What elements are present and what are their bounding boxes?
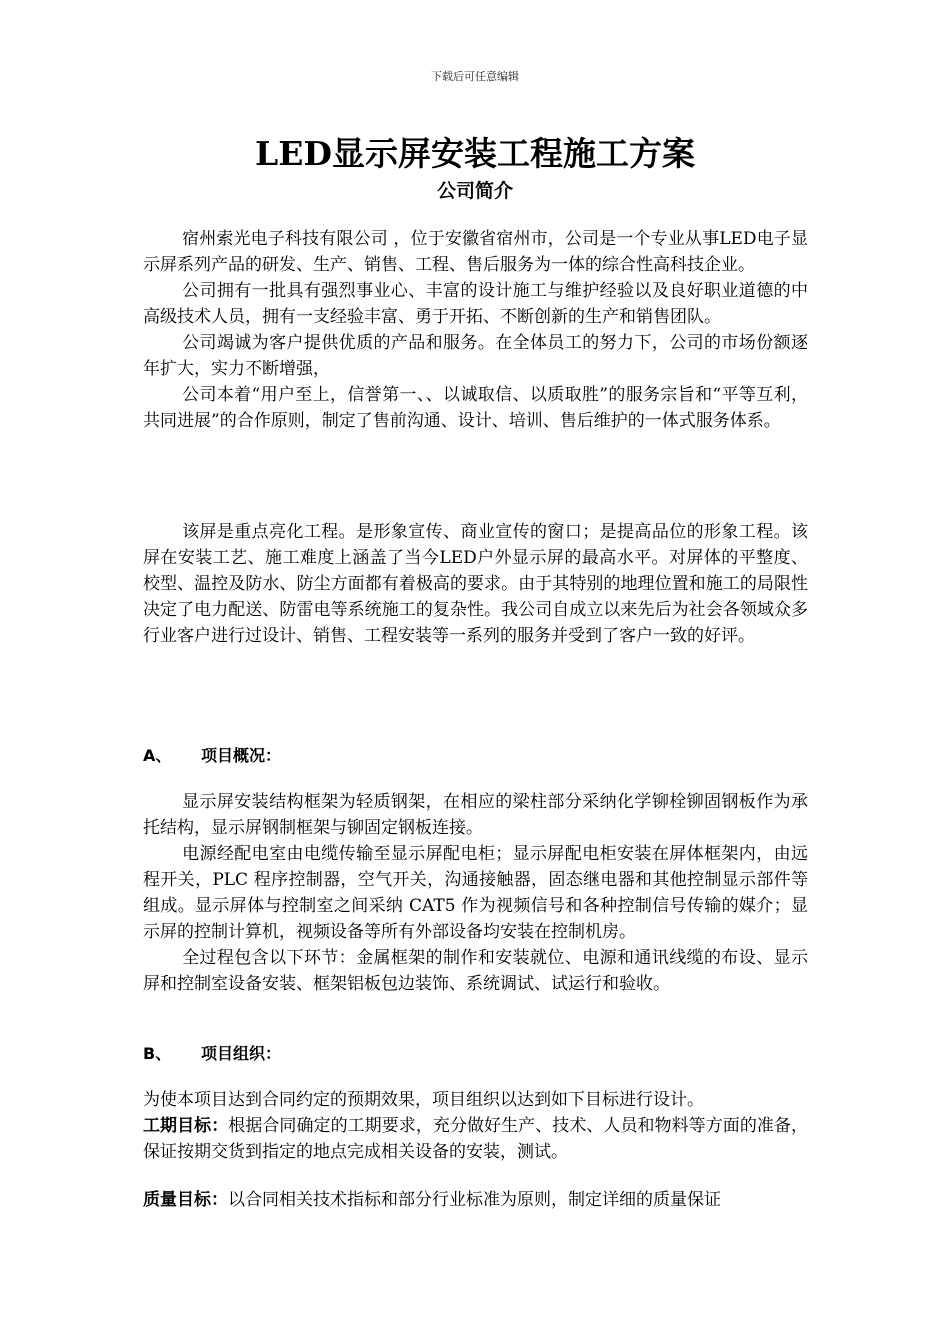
quality-goal-paragraph bbox=[143, 1187, 808, 1213]
section-a-title: 项目概况： bbox=[201, 746, 282, 765]
document-title: LED显示屏安装工程施工方案 bbox=[255, 134, 695, 173]
quality-goal-block bbox=[143, 1187, 808, 1213]
section-a-body bbox=[143, 789, 808, 997]
section-a-number: A、 bbox=[143, 746, 172, 765]
company-intro-block bbox=[143, 226, 808, 434]
section-b-number: B、 bbox=[143, 1044, 172, 1063]
section-b-heading bbox=[143, 1041, 281, 1064]
section-a-paragraph: 电源经配电室由电缆传输至显示屏配电柜；显示屏配电柜安装在屏体框架内，由远程开关，PLC 程序控制器，空气开关，沟通接触器，固态继电器和其他控制显示部件等组成。显示屏体与控制室之间采纳 CAT5 作为视频信号和各种控制信号传输的媒介；显示屏的控制计算机，视频设备等所有外部设备均安装在控制机房。 bbox=[143, 844, 808, 942]
section-b-body bbox=[143, 1087, 808, 1165]
header-note: 下载后可任意编辑 bbox=[431, 70, 519, 83]
project-intro-block bbox=[143, 519, 808, 649]
section-b-title: 项目组织： bbox=[201, 1044, 282, 1063]
section-title-company-profile: 公司简介 bbox=[436, 180, 513, 202]
project-intro-paragraph: 该屏是重点亮化工程。是形象宣传、商业宣传的窗口；是提高品位的形象工程。该屏在安装工艺、施工难度上涵盖了当今LED户外显示屏的最高水平。对屏体的平整度、校型、温控及防水、防尘方面都有着极高的要求。由于其特别的地理位置和施工的局限性决定了电力配送、防雷电等系统施工的复杂性。我公司自成立以来先后为社会各领域众多行业客户进行过设计、销售、工程安装等一系列的服务并受到了客户一致的好评。 bbox=[143, 522, 808, 646]
section-b-intro: 为使本项目达到合同约定的预期效果，项目组织以达到如下目标进行设计。 bbox=[143, 1090, 704, 1110]
quality-goal-label: 质量目标： bbox=[143, 1190, 228, 1210]
intro-paragraph: 宿州索光电子科技有限公司 ，位于安徽省宿州市，公司是一个专业从事LED电子显示屏系列产品的研发、生产、销售、工程、售后服务为一体的综合性高科技企业。 bbox=[143, 229, 808, 275]
quality-goal-text: 以合同相关技术指标和部分行业标准为原则，制定详细的质量保证 bbox=[228, 1190, 721, 1210]
intro-paragraph: 公司本着“用户至上，信誉第一、、以诚取信、以质取胜”的服务宗旨和“平等互利，共同进展”的合作原则，制定了售前沟通、设计、培训、售后维护的一体式服务体系。 bbox=[143, 385, 808, 431]
intro-paragraph: 公司竭诚为客户提供优质的产品和服务。在全体员工的努力下，公司的市场份额逐年扩大，实力不断增强， bbox=[143, 333, 808, 379]
schedule-goal-text: 根据合同确定的工期要求，充分做好生产、技术、人员和物料等方面的准备，保证按期交货到指定的地点完成相关设备的安装，测试。 bbox=[143, 1116, 809, 1162]
section-a-paragraph: 全过程包含以下环节：金属框架的制作和安装就位、电源和通讯线缆的布设、显示屏和控制室设备安装、框架铝板包边装饰、系统调试、试运行和验收。 bbox=[143, 948, 808, 994]
section-a-heading bbox=[143, 743, 281, 766]
intro-paragraph: 公司拥有一批具有强烈事业心、丰富的设计施工与维护经验以及良好职业道德的中高级技术人员，拥有一支经验丰富、勇于开拓、不断创新的生产和销售团队。 bbox=[143, 281, 808, 327]
section-a-paragraph: 显示屏安装结构框架为轻质钢架，在相应的梁柱部分采纳化学铆栓铆固钢板作为承托结构，显示屏钢制框架与铆固定钢板连接。 bbox=[143, 792, 808, 838]
schedule-goal-label: 工期目标： bbox=[143, 1116, 229, 1136]
schedule-goal-paragraph bbox=[143, 1113, 808, 1165]
